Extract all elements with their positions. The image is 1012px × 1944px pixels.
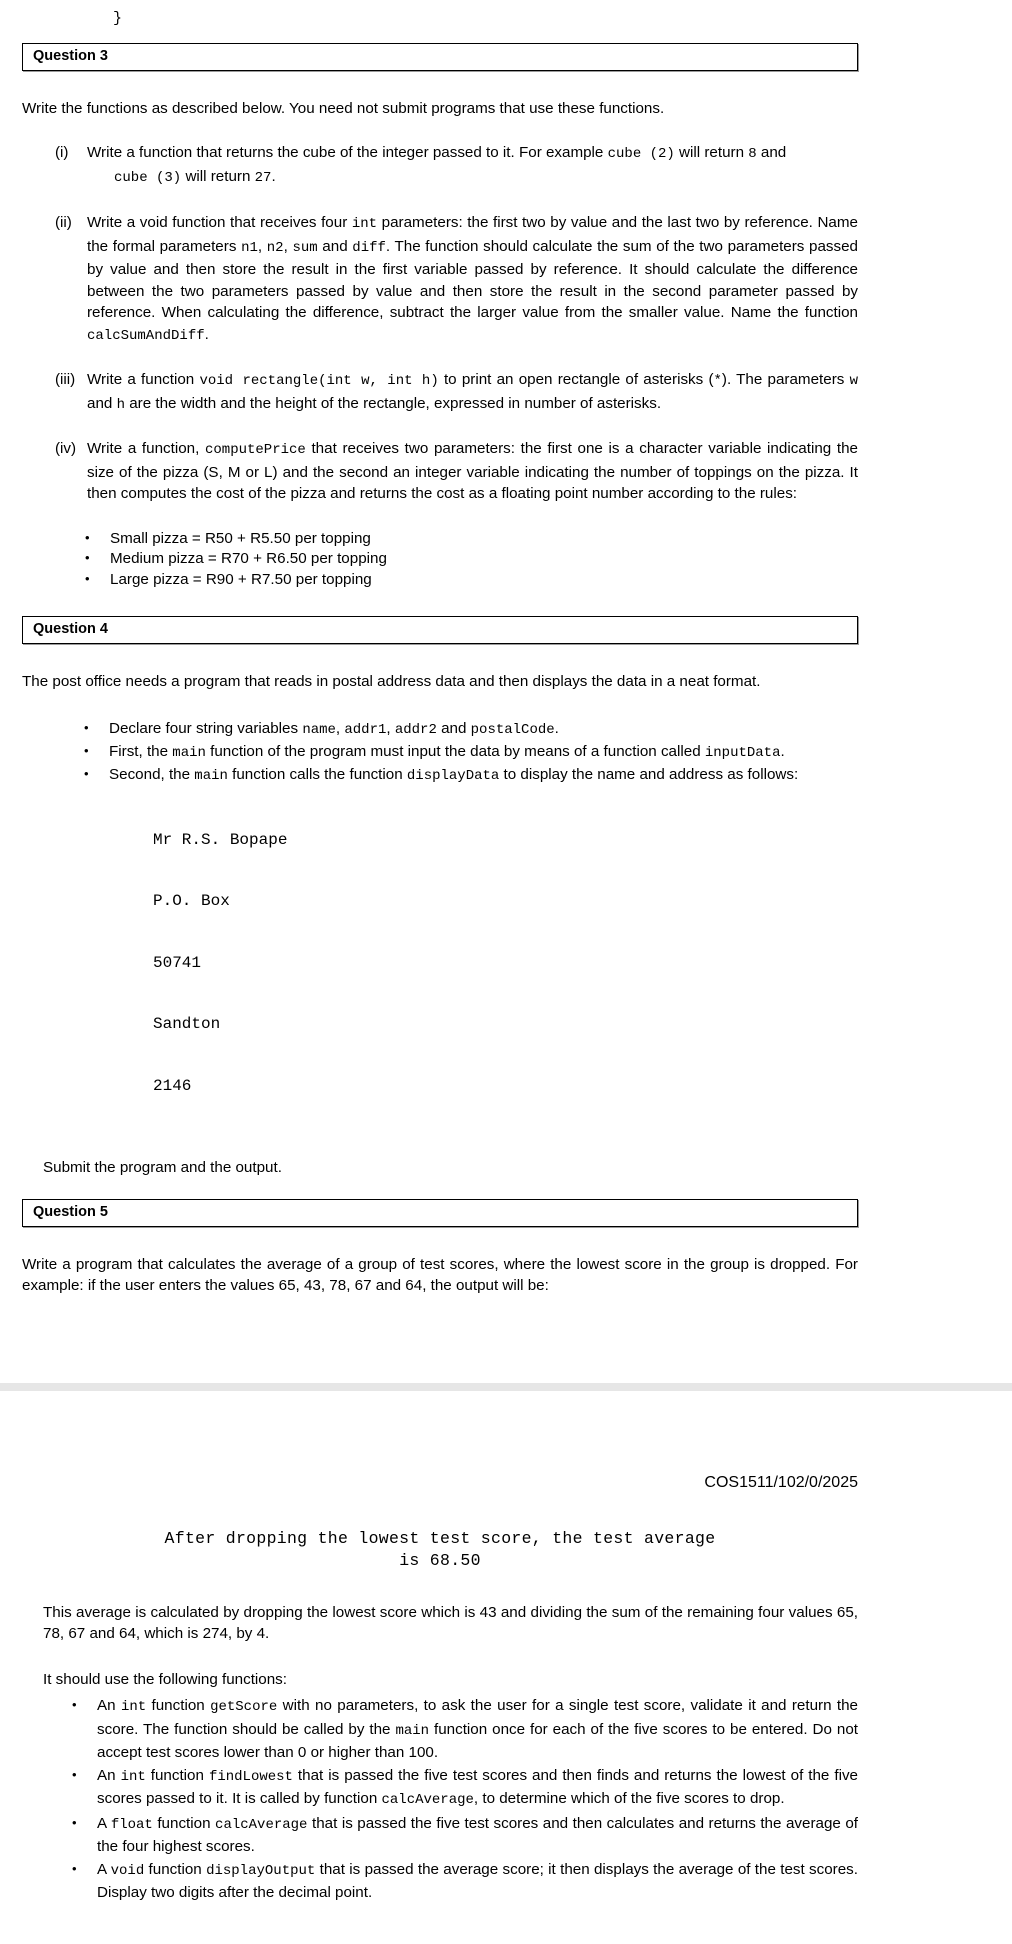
item-text-part-3: and <box>756 143 787 161</box>
text-run: Second, the <box>109 765 195 783</box>
question-3-item-iii <box>55 369 858 416</box>
text-run: A <box>97 1860 111 1878</box>
question-5-intro: Write a program that calculates the average of a group of test scores, where the lowest score in the group is dropped. For example: if the user enters the values 65, 43, 78, 67 and 64, the output will be: <box>22 1255 858 1294</box>
list-item <box>52 764 858 787</box>
question-5-function-bullets <box>40 1695 858 1904</box>
text-run: Write a function, <box>87 440 205 457</box>
inline-code-cube-3: cube (3) <box>114 170 182 186</box>
text-run: to print an open rectangle of asterisks ( <box>438 371 714 388</box>
item-marker: (ii) <box>55 214 72 231</box>
text-run: An <box>97 1766 121 1784</box>
list-item: • Small pizza = R50 + R5.50 per topping <box>55 529 858 550</box>
inline-code-cube-2: cube (2) <box>607 145 675 162</box>
inline-code: calcSumAndDiff <box>87 327 205 344</box>
inline-code: inputData <box>704 744 781 761</box>
inline-code: h <box>116 396 125 413</box>
inline-code: calcAverage <box>215 1816 308 1833</box>
list-item: • Large pizza = R90 + R7.50 per topping <box>55 570 858 591</box>
text-run: Write a function <box>87 371 200 388</box>
item-marker: (i) <box>55 143 69 161</box>
text-run: and <box>317 237 353 255</box>
text-run: . The function should calculate the sum of the two parameters passed by value and then store the result in the first variable passed by reference. It should calculate the difference between the two parameters passed by value and then store the result in the second parameter passed by reference. When calculating the difference, subtract the larger value from the smaller value. Name the function <box>87 237 858 321</box>
text-run: and <box>436 719 471 737</box>
text-run: ). The parameters <box>721 371 850 388</box>
question-4-header: Question 4 <box>22 616 858 644</box>
question-5-explanation: This average is calculated by dropping the lowest score which is 43 and dividing the sum of the remaining four values 65, 78, 67 and 64, which is 274, by 4. <box>43 1603 858 1642</box>
list-item <box>40 1859 858 1904</box>
text-run: function <box>146 1697 211 1714</box>
inline-code: main <box>194 767 228 784</box>
text-run: , <box>283 237 293 255</box>
inline-code: getScore <box>210 1699 278 1715</box>
question-3-body <box>0 71 1012 590</box>
inline-code: findLowest <box>208 1768 293 1785</box>
page-header-code: COS1511/102/0/2025 <box>704 1473 858 1491</box>
item-marker: (iii) <box>55 371 76 388</box>
text-run: , <box>335 719 345 737</box>
address-line: 2146 <box>153 1076 192 1095</box>
inline-code: sum <box>292 239 318 256</box>
text-run: and <box>87 394 117 412</box>
item-marker: (iv) <box>55 440 77 457</box>
text-run: function <box>144 1860 207 1878</box>
code-fragment-brace: } <box>113 10 123 27</box>
question-5-functions-lead: It should use the following functions: <box>43 1670 287 1688</box>
text-run: . <box>554 719 559 737</box>
address-line: 50741 <box>153 953 202 972</box>
text-run: that is passed the five test scores and then calculates and returns the average of the four highest scores. <box>97 1814 859 1855</box>
address-line: Sandton <box>153 1015 221 1033</box>
list-item <box>52 718 858 741</box>
page-separator <box>0 1369 1012 1419</box>
inline-code-27: 27 <box>254 170 272 186</box>
question-5-body-part-2 <box>0 1528 1012 1944</box>
inline-code: addr1 <box>344 721 387 738</box>
inline-code: addr2 <box>394 721 437 738</box>
question-3-item-i <box>55 142 858 191</box>
inline-code: diff <box>352 239 386 256</box>
inline-code: calcAverage <box>381 1792 474 1808</box>
address-line: P.O. Box <box>153 892 230 910</box>
text-run: An <box>97 1697 121 1714</box>
output-line-2: is 68.50 <box>399 1550 481 1570</box>
question-3-item-iv <box>55 438 858 505</box>
inline-code: void <box>110 1862 145 1879</box>
question-5-header: Question 5 <box>22 1199 858 1227</box>
item-text <box>87 212 858 347</box>
list-item <box>40 1813 858 1858</box>
item-i-subline <box>114 165 858 190</box>
text-run: Write a void function that receives four <box>87 214 352 231</box>
text-run: . <box>780 742 785 760</box>
item-text-part-2: will return <box>674 143 749 161</box>
text-run: function <box>152 1814 216 1832</box>
text-run: function of the program must input the data by means of a function called <box>205 742 705 760</box>
inline-code: main <box>395 1722 430 1739</box>
inline-code: name <box>302 721 336 738</box>
inline-code-8: 8 <box>748 145 757 162</box>
text-run: that is passed the average score; it then displays the average of the test scores. Display two digits after the decimal point. <box>97 1860 858 1901</box>
question-4-intro: The post office needs a program that reads in postal address data and then displays the data in a neat format. <box>22 673 761 690</box>
page-separator-band <box>0 1383 1012 1391</box>
inline-code: n2 <box>266 239 284 256</box>
inline-code: * <box>713 373 722 389</box>
text-run: Declare four string variables <box>109 719 303 737</box>
item-text <box>87 142 858 191</box>
inline-code: void rectangle(int w, int h) <box>199 373 439 389</box>
question-4-closing: Submit the program and the output. <box>43 1159 282 1176</box>
text-run: function <box>145 1766 209 1784</box>
subline-text-2: . <box>271 168 276 185</box>
inline-code: computePrice <box>204 442 306 458</box>
output-line-1: After dropping the lowest test score, the test average <box>164 1528 716 1548</box>
text-run: with no parameters, to ask the user for a single test score, validate it and return the score. The function should be called by the <box>97 1697 858 1738</box>
text-run: , to determine which of the five scores to drop. <box>473 1790 785 1807</box>
question-4-bullets <box>52 718 858 787</box>
pizza-price-rules <box>55 529 858 591</box>
text-run: function once for each of the five scores to be entered. Do not accept test scores lower than 0 or higher than 100. <box>97 1720 858 1761</box>
text-run: , <box>386 719 395 737</box>
inline-code: displayOutput <box>206 1862 316 1879</box>
text-run: are the width and the height of the rectangle, expressed in number of asterisks. <box>124 394 662 412</box>
text-run: to display the name and address as follows: <box>499 765 799 783</box>
text-run: , <box>257 237 267 255</box>
item-text-part-1: Write a function that returns the cube of the integer passed to it. For example <box>87 143 608 161</box>
text-run: that receives two parameters: the first one is a character variable indicating the size of the pizza (S, M or L) and the second an integer variable indicating the number of toppings on the pizza. It then computes the cost of the pizza and returns the cost as a floating point number according to the rules: <box>87 440 858 502</box>
question-3-items <box>22 142 858 505</box>
sample-address-output <box>153 789 858 1138</box>
inline-code: int <box>120 1699 147 1715</box>
inline-code: displayData <box>406 767 500 784</box>
inline-code: float <box>110 1816 153 1833</box>
text-run: . <box>204 325 209 343</box>
sample-program-output <box>22 1528 858 1572</box>
question-3-header: Question 3 <box>22 43 858 71</box>
list-item <box>52 741 858 764</box>
page-two <box>0 1419 1012 1944</box>
subline-text-1: will return <box>181 168 255 185</box>
item-text <box>87 369 858 416</box>
text-run: parameters: the first two by value and the last two by reference. Name the formal parameters <box>87 214 858 255</box>
question-3-intro: Write the functions as described below. You need not submit programs that use these functions. <box>22 100 665 117</box>
inline-code: postalCode <box>470 721 555 738</box>
text-run: A <box>97 1814 111 1832</box>
inline-code: int <box>351 216 378 232</box>
list-item <box>40 1695 858 1764</box>
text-run: that is passed the five test scores and then finds and returns the lowest of the five scores passed to it. It is called by function <box>97 1766 858 1807</box>
question-3-item-ii <box>55 212 858 347</box>
text-run: First, the <box>109 742 173 760</box>
question-4-body <box>0 644 1012 1179</box>
inline-code: main <box>172 744 206 761</box>
inline-code: w <box>849 373 858 389</box>
list-item: • Medium pizza = R70 + R6.50 per topping <box>55 549 858 570</box>
question-5-body-part-1 <box>0 1227 1012 1297</box>
item-text <box>87 438 858 505</box>
inline-code: int <box>120 1768 146 1785</box>
text-run: function calls the function <box>227 765 407 783</box>
inline-code: n1 <box>241 239 258 256</box>
address-line: Mr R.S. Bopape <box>153 830 288 849</box>
list-item <box>40 1765 858 1812</box>
